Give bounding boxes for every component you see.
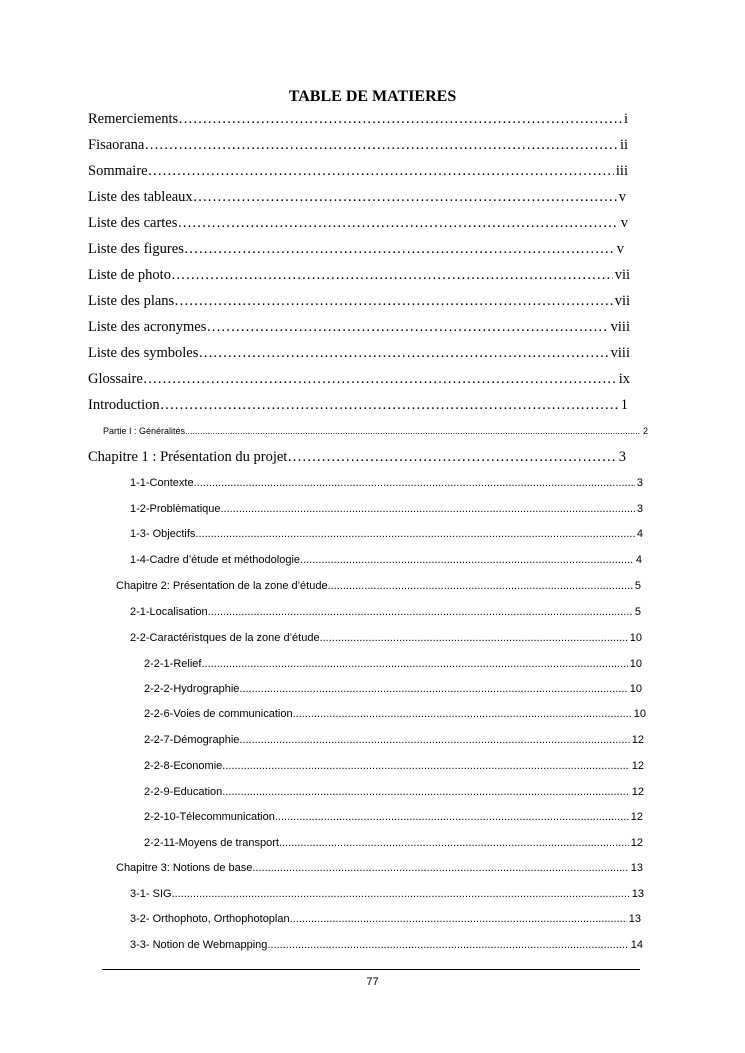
toc-leader (320, 632, 628, 644)
toc-leader (195, 528, 634, 540)
toc-entry-text: 2-1-Localisation (130, 606, 208, 618)
toc-entry-page: 4 (636, 528, 643, 540)
toc-leader (201, 658, 627, 670)
toc-entry[interactable] (116, 862, 643, 874)
page-number: 77 (366, 976, 379, 988)
toc-entry-page: 3 (618, 449, 626, 465)
toc-leader (287, 449, 616, 466)
toc-entry-page: 13 (631, 888, 644, 900)
toc-entry[interactable] (88, 397, 628, 414)
toc-entry-page: vii (614, 267, 630, 283)
toc-leader (222, 786, 629, 798)
toc-entry[interactable] (144, 760, 644, 772)
toc-entry-text: 1-2-Problèmatique (130, 503, 221, 515)
toc-entry-page: v (618, 189, 626, 205)
toc-leader (144, 137, 618, 154)
toc-entry[interactable] (88, 241, 624, 258)
toc-entry-text: 3-2- Orthophoto, Orthophotoplan (130, 913, 290, 925)
toc-entry[interactable] (88, 163, 628, 180)
toc-entry[interactable] (88, 345, 630, 362)
toc-entry-text: Liste des cartes (88, 215, 178, 231)
toc-entry-text: Remerciements (88, 111, 179, 127)
toc-entry[interactable] (130, 939, 643, 951)
toc-entry[interactable] (116, 580, 641, 592)
toc-entry-page: i (623, 111, 628, 127)
toc-entry-text: 1-4-Cadre d’étude et méthodologie (130, 554, 301, 566)
toc-entry[interactable] (88, 215, 628, 232)
toc-leader (275, 811, 629, 823)
toc-entry-page: v (616, 241, 624, 257)
toc-leader (221, 503, 635, 515)
toc-entry-page: 5 (634, 606, 641, 618)
toc-entry[interactable] (144, 786, 644, 798)
toc-entry[interactable] (88, 111, 628, 128)
toc-entry-page: 5 (634, 580, 641, 592)
toc-entry[interactable] (130, 632, 642, 644)
toc-entry-page: iii (615, 163, 628, 179)
toc-entry[interactable] (88, 293, 630, 310)
toc-entry-page: 10 (633, 708, 646, 720)
toc-leader (222, 760, 629, 772)
toc-leader (174, 293, 613, 310)
toc-entry[interactable] (130, 528, 643, 540)
toc-entry-page: 13 (628, 913, 641, 925)
toc-entry[interactable] (88, 371, 630, 388)
toc-leader (172, 888, 630, 900)
toc-leader (252, 862, 628, 874)
toc-entry-text: 2-2-7-Démographie (144, 734, 240, 746)
toc-entry[interactable] (144, 683, 642, 695)
toc-leader (267, 939, 628, 951)
footer-divider (102, 969, 640, 970)
toc-entry-page: viii (610, 345, 630, 361)
toc-entry-text: 2-2-8-Economie (144, 760, 223, 772)
toc-entry-page: 13 (630, 862, 643, 874)
toc-leader (178, 111, 622, 128)
toc-entry[interactable] (130, 477, 643, 489)
toc-entry-text: 2-2-10-Télecommunication (144, 811, 275, 823)
toc-entry[interactable] (130, 888, 644, 900)
toc-entry[interactable] (144, 658, 642, 670)
toc-entry-page: 2 (642, 426, 648, 436)
toc-entry-text: 2-2-9-Education (144, 786, 223, 798)
toc-entry-page: 12 (631, 760, 644, 772)
toc-entry-page: v (620, 215, 628, 231)
toc-entry-text: 2-2-1-Relief (144, 658, 202, 670)
toc-entry-text: Chapitre 2: Présentation de la zone d’étude (116, 580, 328, 592)
toc-leader (148, 163, 614, 180)
toc-entry-text: Liste des figures (88, 241, 184, 257)
toc-entry-page: 12 (631, 786, 644, 798)
toc-entry-text: Partie I : Généralités (103, 426, 186, 436)
toc-entry[interactable] (130, 503, 643, 515)
toc-entry-page: vii (614, 293, 630, 309)
toc-entry-text: 1-1-Contexte (130, 477, 194, 489)
toc-entry[interactable] (130, 554, 642, 566)
toc-entry[interactable] (144, 708, 646, 720)
toc-entry-page: 14 (630, 939, 643, 951)
toc-entry-page: 3 (636, 477, 643, 489)
toc-entry-text: Sommaire (88, 163, 148, 179)
toc-leader (184, 241, 615, 258)
toc-entry-text: Chapitre 3: Notions de base (116, 862, 253, 874)
toc-entry[interactable] (88, 319, 630, 336)
toc-entry[interactable] (88, 267, 630, 284)
toc-entry-text: Chapitre 1 : Présentation du projet (88, 449, 288, 465)
toc-entry-text: 2-2-6-Voies de communication (144, 708, 293, 720)
toc-leader (239, 683, 627, 695)
toc-entry-page: 12 (630, 811, 643, 823)
toc-entry-page: ii (619, 137, 628, 153)
toc-entry-text: Liste des acronymes (88, 319, 207, 335)
toc-leader (198, 345, 608, 362)
toc-entry-text: 2-2-11-Moyens de transport (144, 837, 279, 849)
toc-entry-text: Fisaorana (88, 137, 145, 153)
toc-leader (171, 267, 613, 284)
toc-entry[interactable] (130, 913, 641, 925)
toc-entry-text: 3-1- SIG (130, 888, 172, 900)
toc-title: TABLE DE MATIERES (288, 88, 457, 105)
toc-entry-page: 4 (635, 554, 642, 566)
toc-leader (290, 913, 627, 925)
toc-leader (239, 734, 629, 746)
toc-leader (177, 215, 618, 232)
toc-entry-text: 3-3- Notion de Webmapping (130, 939, 268, 951)
toc-entry[interactable] (144, 837, 643, 849)
toc-leader (194, 477, 635, 489)
toc-leader (293, 708, 632, 720)
toc-leader (206, 319, 608, 336)
toc-entry-page: 10 (629, 683, 642, 695)
toc-leader (193, 189, 617, 206)
toc-entry-text: Liste de photo (88, 267, 171, 283)
toc-entry-page: 12 (630, 837, 643, 849)
toc-entry-text: 2-2-Caractéristques de la zone d’étude (130, 632, 320, 644)
toc-entry-page: 10 (629, 632, 642, 644)
toc-entry-page: 1 (620, 397, 628, 413)
toc-entry[interactable] (88, 137, 628, 154)
toc-entry-text: Glossaire (88, 371, 143, 387)
toc-entry-page: 12 (631, 734, 644, 746)
toc-entry-text: 2-2-2-Hydrographie (144, 683, 240, 695)
toc-entry-page: viii (610, 319, 630, 335)
toc-leader (279, 837, 629, 849)
toc-leader (143, 371, 617, 388)
toc-leader (208, 606, 633, 618)
toc-entry-text: 1-3- Objectifs (130, 528, 196, 540)
toc-entry-page: 10 (629, 658, 642, 670)
toc-entry[interactable] (103, 426, 648, 436)
toc-leader (300, 554, 634, 566)
toc-entry-text: Liste des symboles (88, 345, 199, 361)
toc-entry-text: Introduction (88, 397, 160, 413)
toc-entry[interactable] (144, 811, 643, 823)
toc-leader (185, 426, 641, 436)
toc-entry-text: Liste des tableaux (88, 189, 193, 205)
toc-entry-page: 3 (636, 503, 643, 515)
toc-leader (328, 580, 633, 592)
toc-leader (160, 397, 619, 414)
toc-entry[interactable] (130, 606, 641, 618)
toc-entry[interactable] (144, 734, 644, 746)
toc-entry[interactable] (88, 189, 626, 206)
toc-entry-page: ix (618, 371, 630, 387)
toc-entry[interactable] (88, 449, 626, 466)
toc-entry-text: Liste des plans (88, 293, 175, 309)
